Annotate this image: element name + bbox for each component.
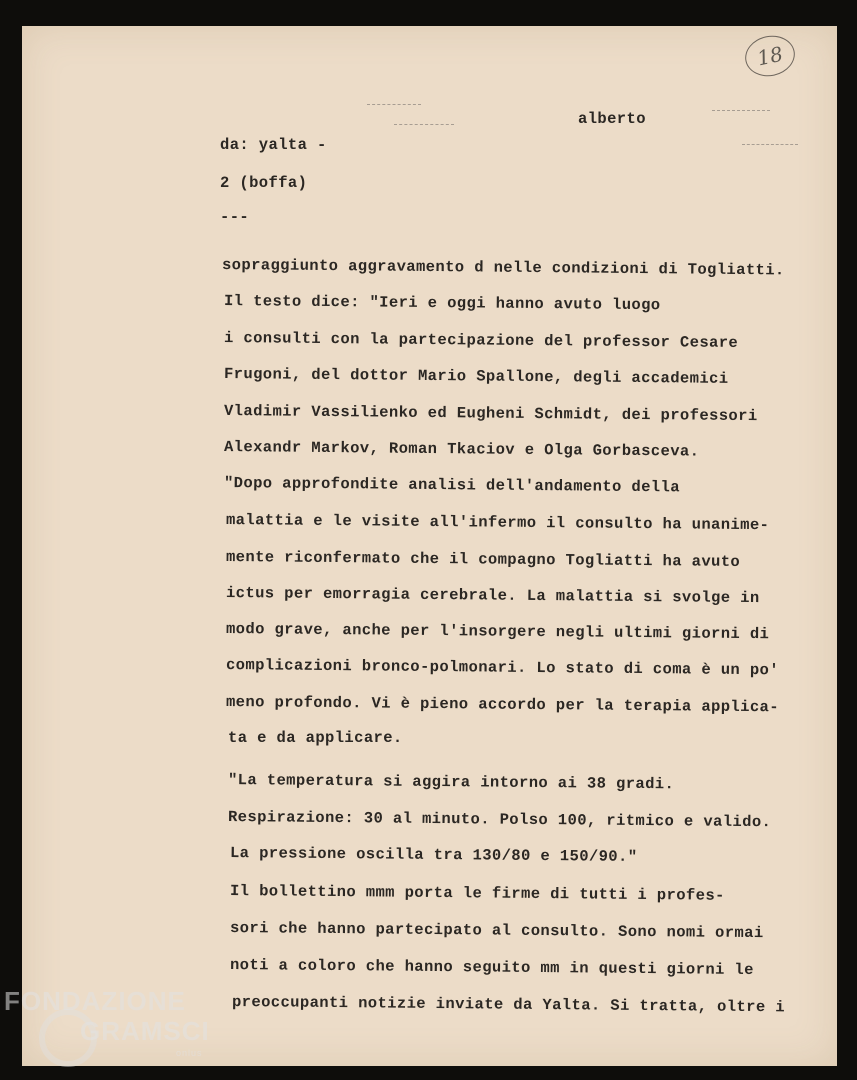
body-line: modo grave, anche per l'insorgere negli ultimi giorni di bbox=[225, 620, 770, 644]
watermark-line-3: onlus bbox=[176, 1048, 203, 1058]
body-line: malattia e le visite all'infermo il consulto ha unanime- bbox=[225, 511, 770, 535]
from-line: da: yalta - bbox=[220, 136, 327, 154]
separator-line: --- bbox=[220, 208, 250, 226]
header-recipient: alberto bbox=[578, 110, 646, 128]
body-line: ictus per emorragia cerebrale. La malattia si svolge in bbox=[225, 584, 760, 608]
body-line: "Dopo approfondite analisi dell'andamento della bbox=[223, 474, 681, 497]
faint-mark bbox=[712, 110, 770, 111]
faint-mark bbox=[394, 124, 454, 125]
fondazione-gramsci-watermark bbox=[4, 986, 244, 1076]
body-line: Respirazione: 30 al minuto. Polso 100, ritmico e valido. bbox=[227, 808, 772, 832]
body-line: Alexandr Markov, Roman Tkaciov e Olga Gorbasceva. bbox=[223, 438, 700, 461]
body-line: mente riconfermato che il compagno Togliatti ha avuto bbox=[225, 548, 741, 571]
body-line: noti a coloro che hanno seguito mm in questi giorni le bbox=[229, 956, 754, 980]
body-line: La pressione oscilla tra 130/80 e 150/90." bbox=[229, 844, 638, 866]
body-line: sopraggiunto aggravamento d nelle condizioni di Togliatti. bbox=[221, 256, 785, 280]
body-line: sori che hanno partecipato al consulto. Sono nomi ormai bbox=[229, 919, 764, 943]
body-line: complicazioni bronco-polmonari. Lo stato di coma è un po' bbox=[225, 656, 780, 680]
faint-mark bbox=[742, 144, 798, 145]
watermark-line-1: FONDAZIONE bbox=[4, 986, 186, 1016]
document-page bbox=[22, 26, 837, 1066]
faint-mark bbox=[367, 104, 421, 105]
body-line: i consulti con la partecipazione del professor Cesare bbox=[223, 329, 739, 352]
body-line: Frugoni, del dottor Mario Spallone, degli accademici bbox=[223, 365, 729, 388]
body-line: Il bollettino mmm porta le firme di tutti i profes- bbox=[229, 882, 725, 905]
watermark-line-2: GRAMSCI bbox=[80, 1016, 210, 1046]
page-number: 18 bbox=[741, 31, 798, 81]
reference-line: 2 (boffa) bbox=[220, 174, 308, 192]
body-line: meno profondo. Vi è pieno accordo per la terapia applica- bbox=[225, 693, 780, 717]
body-line: preoccupanti notizie inviate da Yalta. Si tratta, oltre i bbox=[231, 993, 786, 1017]
body-line: Vladimir Vassilienko ed Eugheni Schmidt, dei professori bbox=[223, 402, 758, 426]
body-line: ta e da applicare. bbox=[228, 729, 403, 747]
body-line: Il testo dice: "Ieri e oggi hanno avuto luogo bbox=[223, 292, 661, 315]
body-line: "La temperatura si aggira intorno ai 38 gradi. bbox=[227, 771, 675, 794]
